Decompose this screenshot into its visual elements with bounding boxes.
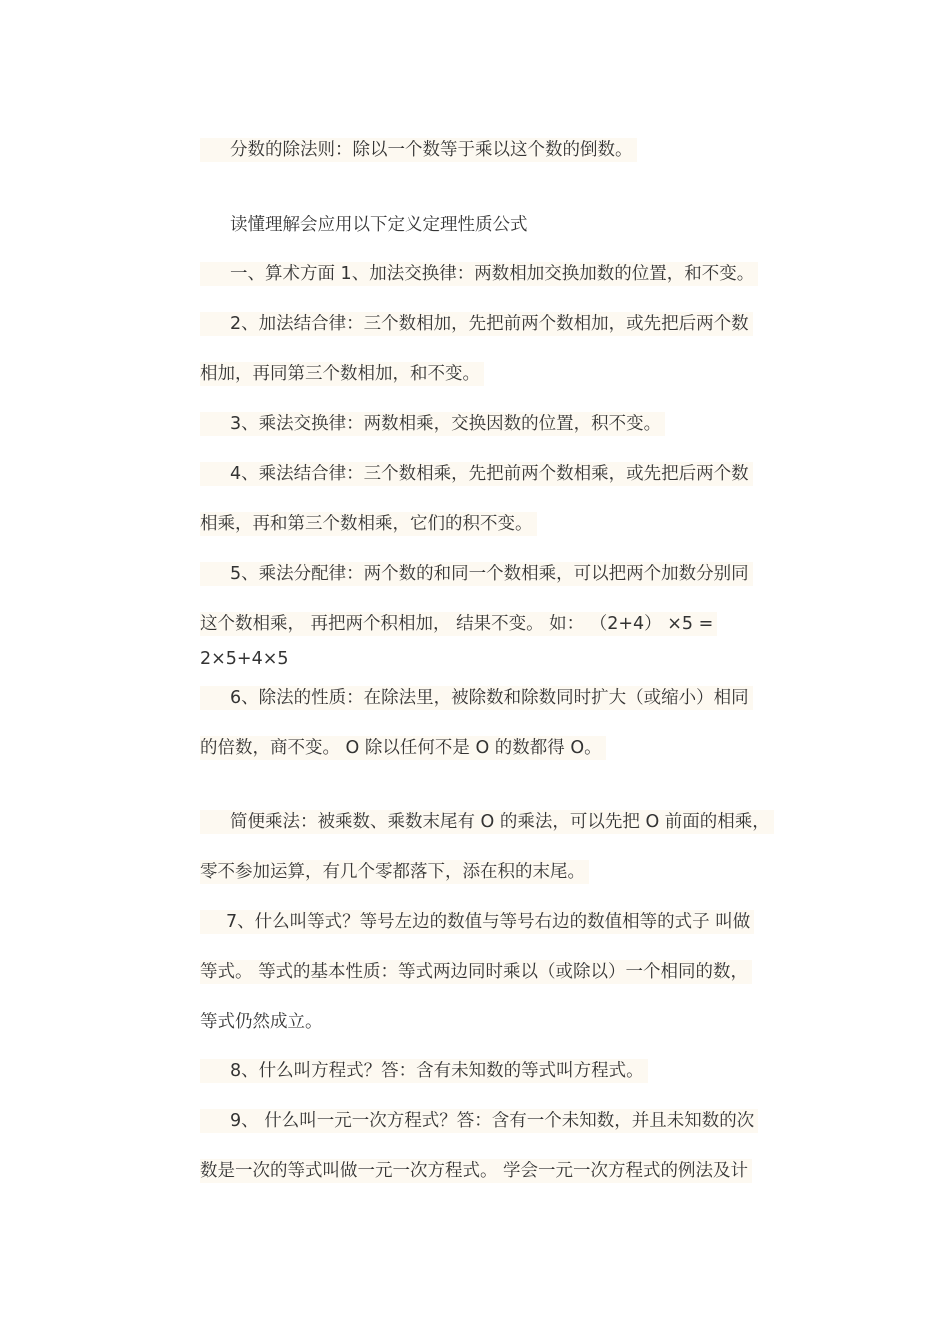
text-line: 零不参加运算，有几个零都落下，添在积的末尾。 — [200, 858, 589, 886]
text-line: 7、什么叫等式？等号左边的数值与等号右边的数值相等的式子 叫做 — [200, 908, 754, 936]
text-line: 2×5+4×5 — [200, 649, 289, 669]
text-line: 9、 什么叫一元一次方程式？答：含有一个未知数，并且未知数的次 — [200, 1107, 758, 1135]
text-line: 的倍数，商不变。 O 除以任何不是 O 的数都得 O。 — [200, 734, 606, 762]
text-line: 5、乘法分配律：两个数的和同一个数相乘，可以把两个加数分别同 — [200, 560, 753, 588]
text-line: 数是一次的等式叫做一元一次方程式。 学会一元一次方程式的例法及计 — [200, 1157, 752, 1185]
text-line: 读懂理解会应用以下定义定理性质公式 — [230, 215, 528, 235]
text-line: 等式。 等式的基本性质：等式两边同时乘以（或除以）一个相同的数， — [200, 958, 752, 986]
text-line: 简便乘法：被乘数、乘数末尾有 O 的乘法，可以先把 O 前面的相乘， — [200, 808, 774, 836]
text-line: 4、乘法结合律：三个数相乘，先把前两个数相乘，或先把后两个数 — [200, 460, 753, 488]
text-line: 8、什么叫方程式？答：含有未知数的等式叫方程式。 — [200, 1057, 648, 1085]
text-line: 相加，再同第三个数相加，和不变。 — [200, 360, 484, 388]
text-line: 6、除法的性质：在除法里，被除数和除数同时扩大（或缩小）相同 — [200, 684, 753, 712]
text-line: 这个数相乘， 再把两个积相加， 结果不变。 如： （2+4） ×5 = — [200, 610, 717, 638]
text-line: 等式仍然成立。 — [200, 1012, 323, 1032]
text-line: 3、乘法交换律：两数相乘，交换因数的位置，积不变。 — [200, 410, 665, 438]
text-line: 2、加法结合律：三个数相加，先把前两个数相加，或先把后两个数 — [200, 310, 753, 338]
text-line: 相乘，再和第三个数相乘，它们的积不变。 — [200, 510, 537, 538]
text-line: 分数的除法则：除以一个数等于乘以这个数的倒数。 — [200, 136, 637, 164]
text-line: 一、算术方面 1、加法交换律：两数相加交换加数的位置，和不变。 — [200, 260, 758, 288]
